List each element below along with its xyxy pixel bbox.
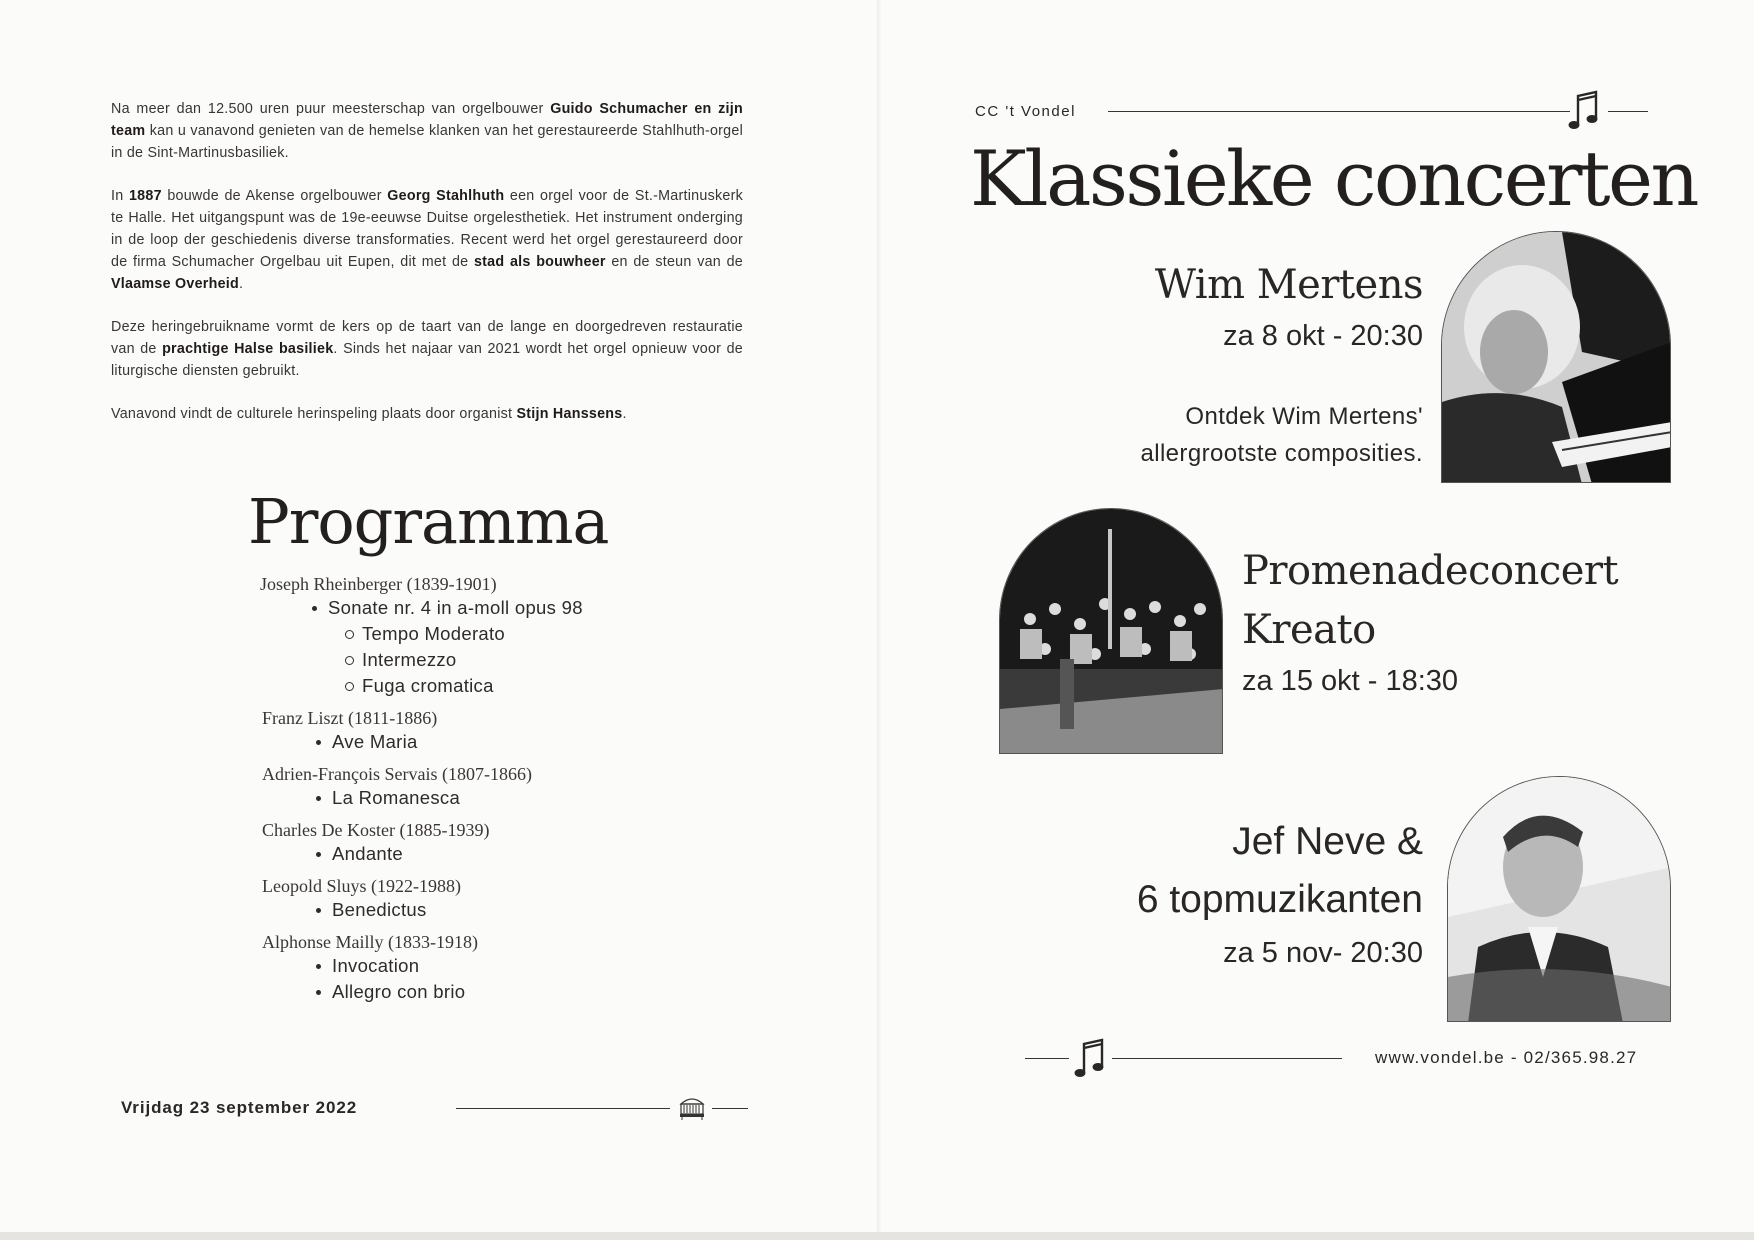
event-2-name-line1: Promenadeconcert [1242, 548, 1619, 594]
intro-text [111, 98, 743, 446]
intro-text-run: bouwde de Akense orgelbouwer [161, 188, 388, 204]
intro-bold-text: Georg Stahlhuth [387, 188, 505, 204]
work-title: La Romanesca [332, 785, 738, 811]
event-1-date: za 8 okt - 20:30 [1223, 320, 1423, 352]
event-3-name-line2: 6 topmuzikanten [1136, 878, 1423, 921]
paper-edge [0, 1232, 1754, 1240]
header-rule [1108, 111, 1570, 112]
event-3-date: za 5 nov- 20:30 [1223, 937, 1423, 969]
intro-text-run: . [238, 276, 244, 292]
footer-rule-right [1112, 1058, 1342, 1059]
venue-name: CC 't Vondel [975, 103, 1076, 120]
intro-text-run: Na meer dan 12.500 uren puur meesterschap van orgelbouwer [111, 101, 551, 117]
programme-group [258, 574, 738, 699]
footer-rule-left [456, 1108, 670, 1109]
intro-paragraph [111, 98, 743, 164]
music-note-icon [1074, 1036, 1108, 1082]
intro-text-run: kan u vanavond genieten van de hemelse klanken van het gerestaureerde Stahlhuth-orgel in de Sint-Martinusbasiliek. [111, 123, 743, 161]
event-2-name-line2: Kreato [1242, 607, 1376, 653]
work-title: Invocation [332, 953, 738, 979]
concert-date: Vrijdag 23 september 2022 [121, 1098, 358, 1117]
contact-info: www.vondel.be - 02/365.98.27 [1375, 1048, 1638, 1067]
intro-text-run: In [111, 188, 129, 204]
composer-name: Joseph Rheinberger (1839-1901) [260, 574, 497, 594]
intro-bold-text: Stijn Hanssens [516, 406, 623, 422]
intro-text-run: en de steun van de [605, 254, 744, 270]
event-1-description: Ontdek Wim Mertens' allergrootste composities. [1140, 403, 1423, 467]
musician-photo [1447, 776, 1671, 1022]
organ-icon [678, 1092, 706, 1120]
event-1-name: Wim Mertens [1154, 262, 1423, 308]
programme-group [258, 820, 738, 867]
composer-name: Leopold Sluys (1922-1988) [262, 876, 461, 896]
intro-bold-text: 1887 [128, 188, 162, 204]
header-rule-end [1608, 111, 1648, 112]
programme-group [258, 708, 738, 755]
event-2-date: za 15 okt - 18:30 [1242, 665, 1459, 697]
intro-bold-text: stad als bouwheer [473, 254, 606, 270]
movement-title: Intermezzo [362, 647, 738, 673]
programme-heading: Programma [248, 485, 609, 558]
intro-text-run: . Sinds het najaar van 2021 wordt het orgel opnieuw voor de liturgische diensten gebruikt. [111, 341, 743, 379]
composer-name: Alphonse Mailly (1833-1918) [262, 932, 478, 952]
composer-name: Adrien-François Servais (1807-1866) [262, 764, 532, 784]
movement-title: Fuga cromatica [362, 673, 738, 699]
intro-paragraph [111, 185, 743, 295]
movement-title: Tempo Moderato [362, 621, 738, 647]
footer-rule-left-end [712, 1108, 748, 1109]
programme-list [258, 574, 738, 1014]
music-note-icon [1568, 88, 1602, 134]
composer-name: Franz Liszt (1811-1886) [262, 708, 438, 728]
programme-group [258, 764, 738, 811]
orchestra-photo [999, 508, 1223, 754]
intro-bold-text: Guido Schumacher en zijn team [111, 101, 743, 139]
intro-text-run: . [622, 406, 627, 422]
intro-bold-text: Vlaamse Overheid [111, 276, 239, 292]
intro-paragraph [111, 316, 743, 382]
intro-text-run: Deze heringebruikname vormt de kers op de taart van de lange en doorgedreven restauratie van de [111, 319, 743, 357]
work-title: Ave Maria [332, 729, 738, 755]
page-fold [877, 0, 883, 1240]
footer-rule-right-start [1025, 1058, 1069, 1059]
event-3-name-line1: Jef Neve & [1232, 820, 1423, 863]
work-title: Allegro con brio [332, 979, 738, 1005]
work-title: Sonate nr. 4 in a-moll opus 98 [328, 595, 738, 621]
composer-name: Charles De Koster (1885-1939) [262, 820, 490, 840]
intro-text-run: een orgel voor de St.-Martinuskerk te Halle. Het uitgangspunt was de 19e-eeuwse Duitse orgelesthetiek. Het instrument onderging in de loop der geschiedenis diverse transformaties. Recent werd het orgel gerestaureerd door de firma Schumacher Orgelbau uit Eupen, dit met de [111, 188, 743, 270]
work-title: Andante [332, 841, 738, 867]
intro-text-run: Vanavond vindt de culturele herinspeling plaats door organist [111, 406, 517, 422]
programme-group [258, 932, 738, 1005]
intro-paragraph [111, 403, 743, 425]
work-title: Benedictus [332, 897, 738, 923]
intro-bold-text: prachtige Halse basiliek [162, 341, 334, 357]
page-title: Klassieke concerten [970, 134, 1697, 223]
programme-group [258, 876, 738, 923]
pianist-photo [1441, 231, 1671, 483]
